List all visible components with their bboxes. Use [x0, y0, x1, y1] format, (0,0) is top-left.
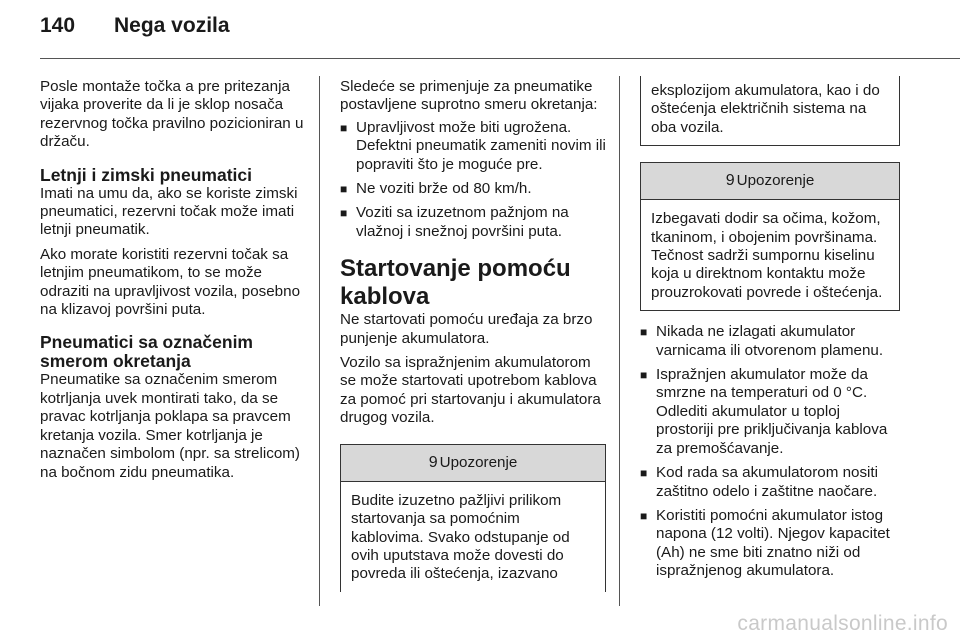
list-item-text: Nikada ne izlagati akumulator varnicama ili otvorenom plamenu.	[656, 323, 884, 359]
paragraph: Ne startovati pomoću uređaja za brzo punjenje akumulatora.	[340, 311, 593, 347]
page-number: 140	[40, 14, 76, 37]
bullet-square-icon: ■	[640, 508, 648, 523]
warning-header	[341, 445, 605, 482]
list-item	[340, 180, 606, 198]
list-item-text: Koristiti pomoćni akumulator istog napona (12 volti). Njegov kapacitet (Ah) ne sme biti znatno niži od ispražnjenog akumulatora.	[656, 506, 890, 580]
intro-paragraph: Posle montaže točka a pre pritezanja vijaka proverite da li je sklop nosača rezervnog točka pravilno pozicioniran u držaču.	[40, 78, 304, 151]
column-2	[340, 78, 606, 592]
list-item-text: Kod rada sa akumulatorom nositi zaštitno odelo i zaštitne naočare.	[656, 464, 879, 500]
bullet-square-icon: ■	[340, 120, 348, 135]
warning-triangle-icon: 9	[428, 453, 438, 471]
list-item	[340, 119, 606, 174]
list-item-text: Ispražnjen akumulator može da smrzne na temperaturi od 0 °C. Odlediti akumulator u toploj prostoriji pre priključivanja kablova za premošćavanje.	[656, 366, 888, 457]
list-item	[640, 464, 900, 501]
warning-title: Upozorenje	[736, 172, 815, 190]
warning-box-continued	[640, 76, 900, 146]
column-divider-2	[619, 76, 620, 606]
column-divider-1	[319, 76, 320, 606]
list-item	[640, 366, 900, 458]
section-heading-summer-winter: Letnji i zimski pneumatici	[40, 164, 252, 185]
warning-box	[640, 162, 900, 311]
paragraph: Pneumatike sa označenim smerom kotrljanja uvek montirati tako, da se pravac kotrljanja poklapa sa pravcem kretanja vozila. Smer kotrljanja je naznačen simbolom (npr. sa strelicom) na bočnom zidu pneumatika.	[40, 371, 300, 481]
bullet-list	[340, 119, 606, 241]
bullet-square-icon: ■	[640, 466, 648, 481]
paragraph: Vozilo sa ispražnjenim akumulatorom se može startovati upotrebom kablova za pomoć pri startovanju i akumulatora drugog vozila.	[340, 354, 601, 427]
list-item	[340, 204, 606, 241]
warning-box	[340, 444, 606, 592]
bullet-list	[640, 323, 900, 580]
warning-header	[641, 163, 899, 200]
watermark: carmanualsonline.info	[737, 612, 948, 635]
warning-body: eksplozijom akumulatora, kao i do oštećenja električnih sistema na oba vozila.	[651, 82, 880, 136]
warning-body: Izbegavati dodir sa očima, kožom, tkaninom, i obojenim površinama. Tečnost sadrži sumpornu kiselinu koja u direktnom kontaktu može prouzrokovati povrede i oštećenja.	[651, 210, 883, 301]
list-item-text: Voziti sa izuzetnom pažnjom na vlažnoj i snežnoj površini puta.	[356, 204, 569, 240]
header-rule	[40, 58, 960, 59]
section-heading-jump-start: Startovanje pomoću kablova	[340, 255, 571, 311]
column-3	[640, 76, 900, 587]
bullet-square-icon: ■	[640, 368, 648, 383]
list-item	[640, 323, 900, 360]
list-item-text: Ne voziti brže od 80 km/h.	[356, 180, 532, 198]
page-title: Nega vozila	[114, 14, 230, 37]
paragraph: Imati na umu da, ako se koriste zimski pneumatici, rezervni točak može imati letnji pneumatik.	[40, 184, 298, 239]
warning-title: Upozorenje	[439, 453, 518, 471]
warning-body: Budite izuzetno pažljivi prilikom startovanja sa pomoćnim kablovima. Svako odstupanje od ovih uputstava može dovesti do povreda ili oštećenja, izazvano	[351, 491, 570, 583]
intro-paragraph: Sledeće se primenjuje za pneumatike postavljene suprotno smeru okretanja:	[340, 78, 598, 114]
bullet-square-icon: ■	[340, 182, 348, 197]
bullet-square-icon: ■	[340, 206, 348, 221]
list-item-text: Upravljivost može biti ugrožena. Defektni pneumatik zameniti novim ili popraviti što je moguće pre.	[356, 118, 606, 173]
section-heading-directional-tires: Pneumatici sa označenim smerom okretanja	[40, 332, 253, 372]
warning-triangle-icon: 9	[725, 172, 735, 190]
list-item	[640, 507, 900, 581]
paragraph: Ako morate koristiti rezervni točak sa letnjim pneumatikom, to se može odraziti na upravljivost vozila, posebno na klizavoj površini puta.	[40, 245, 301, 319]
column-1	[40, 78, 310, 482]
bullet-square-icon: ■	[640, 325, 648, 340]
